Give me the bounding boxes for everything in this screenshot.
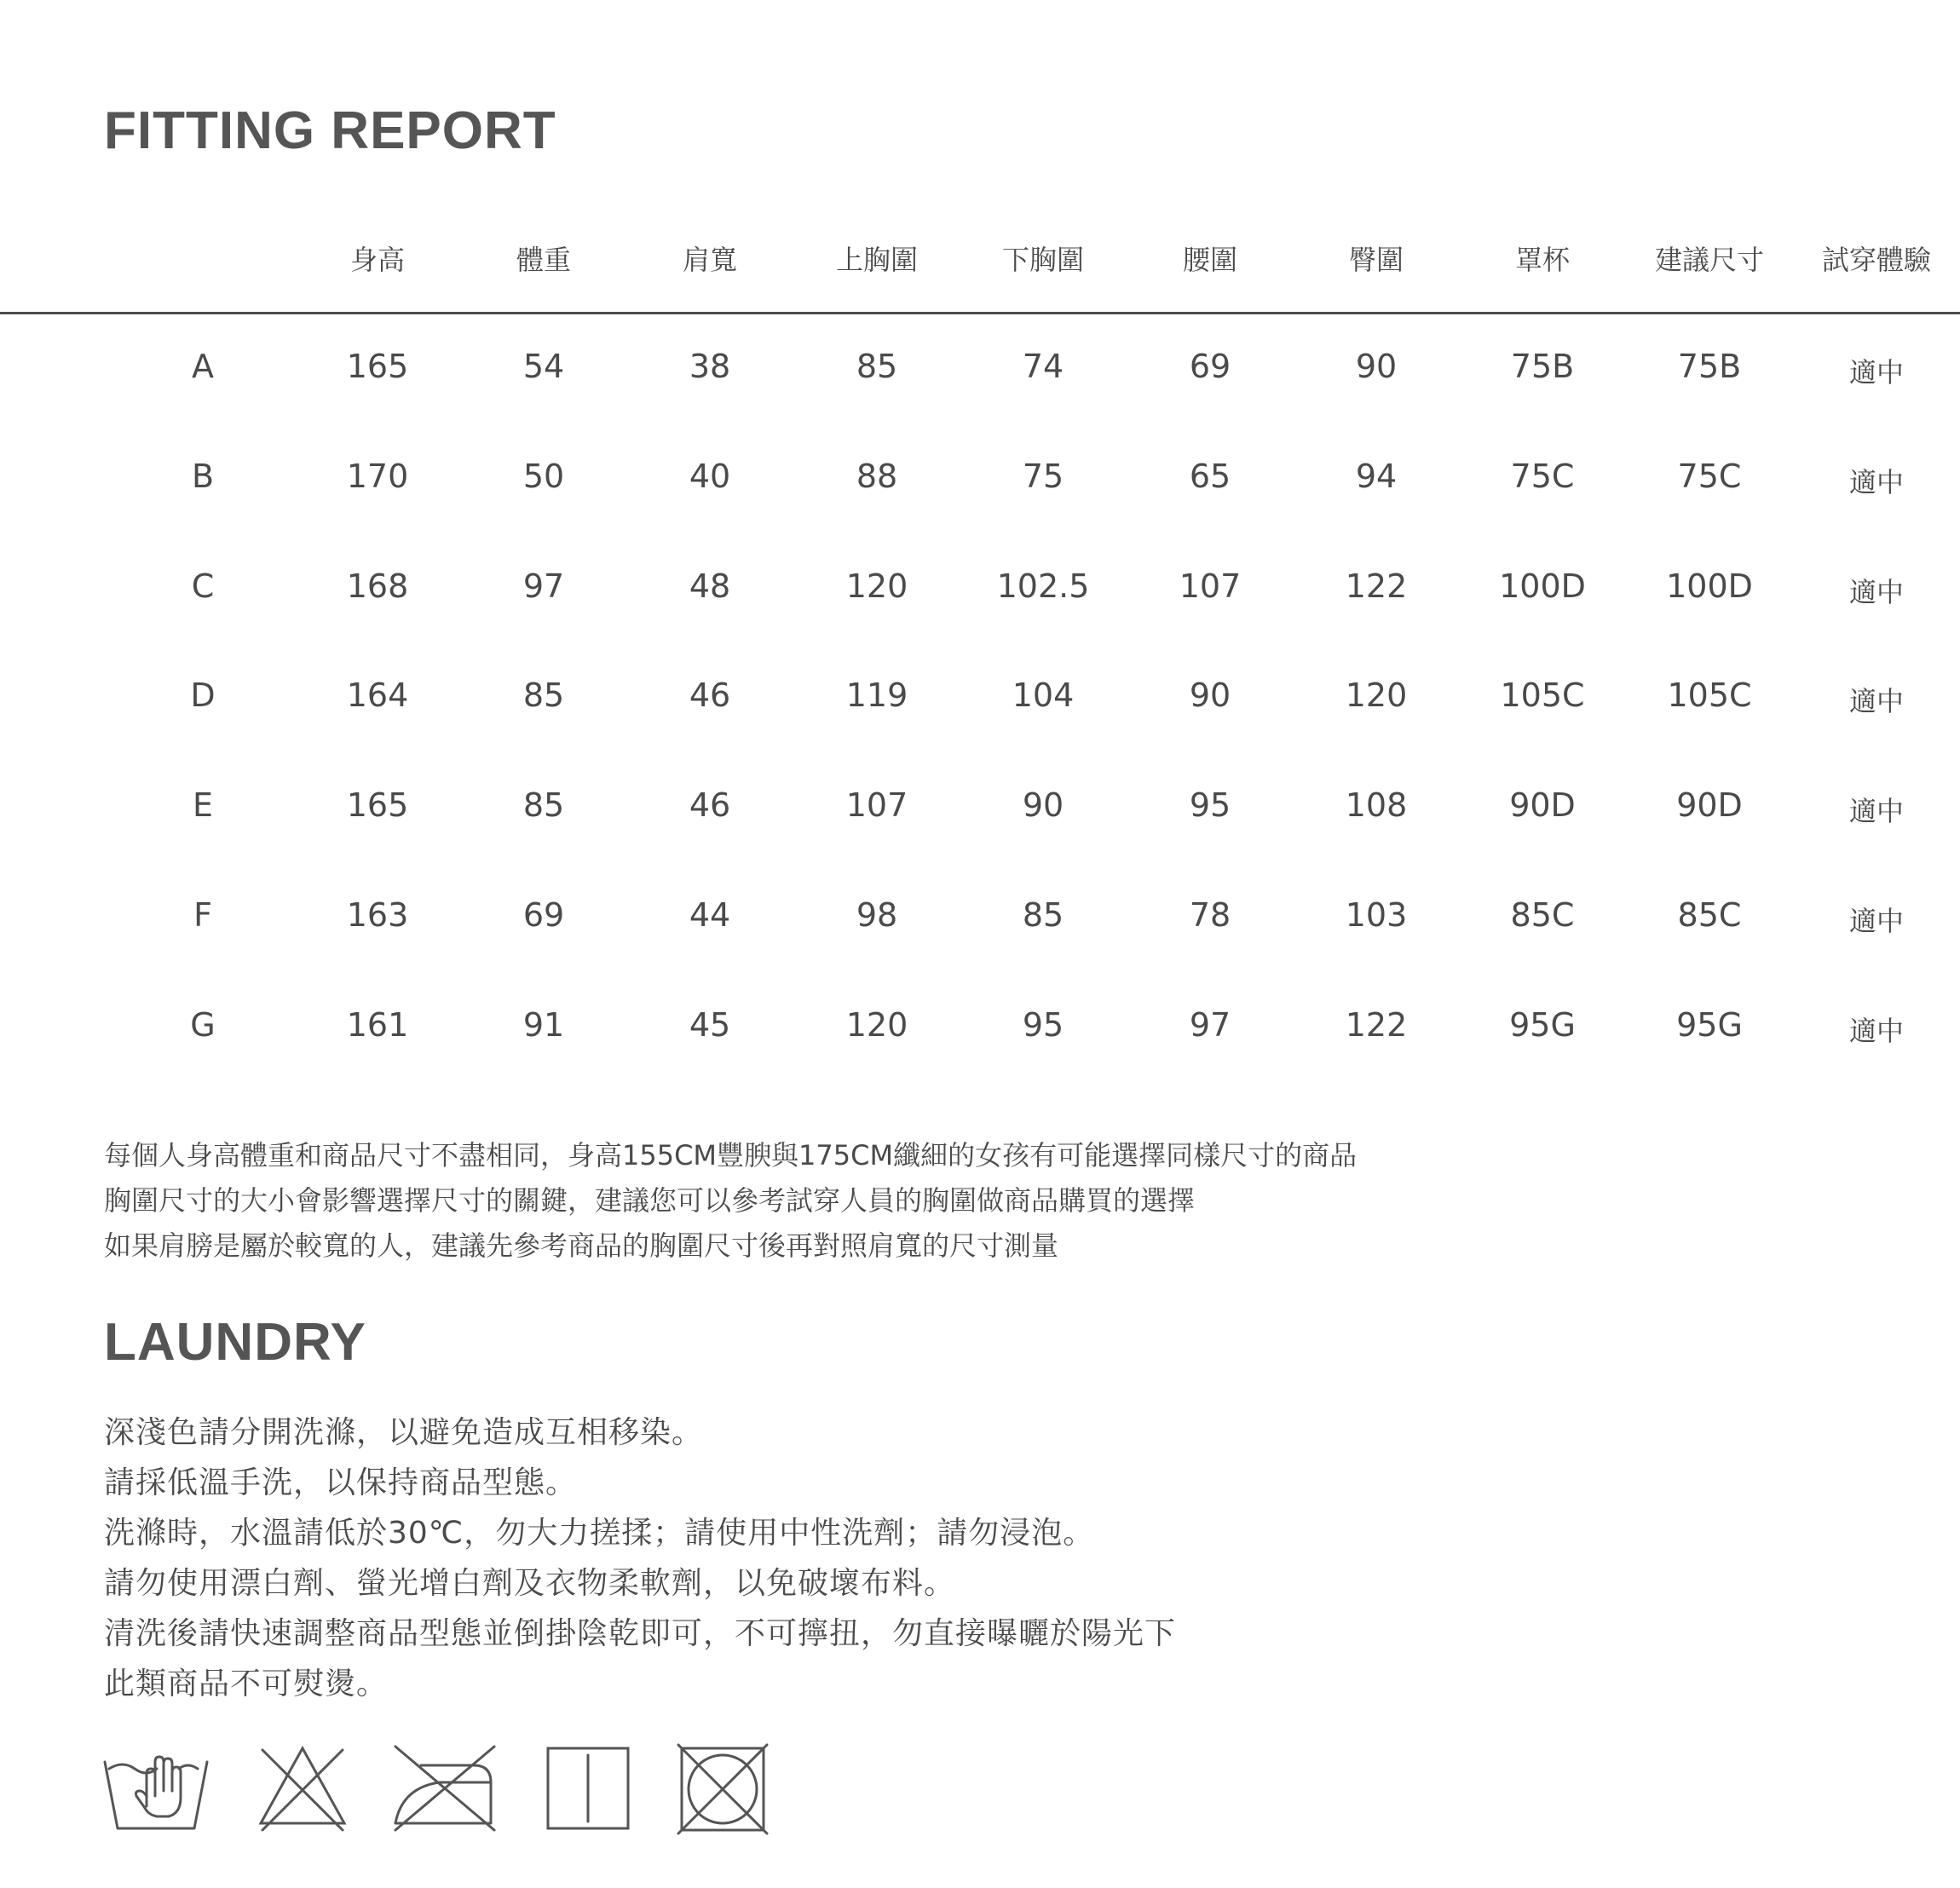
table-cell: 90D: [1509, 786, 1576, 824]
table-cell: 65: [1189, 458, 1231, 495]
column-header: 肩寬: [682, 244, 738, 276]
table-cell: 95: [1022, 1006, 1064, 1044]
table-cell: 85: [856, 348, 898, 385]
fitting-report-title: FITTING REPORT: [104, 101, 556, 160]
table-cell: 95G: [1509, 1006, 1576, 1044]
table-cell: 85: [522, 676, 565, 714]
table-cell: 45: [689, 1006, 731, 1044]
row-label: A: [192, 348, 214, 385]
table-cell: 163: [346, 896, 409, 934]
laundry-line: 深淺色請分開洗滌，以避免造成互相移染。: [104, 1415, 704, 1450]
table-cell: 100D: [1666, 567, 1753, 605]
table-cell: 69: [522, 896, 565, 934]
table-cell: 40: [689, 458, 731, 495]
column-header: 建議尺寸: [1654, 244, 1765, 276]
table-row: [0, 786, 1960, 829]
table-cell: 適中: [1848, 1015, 1905, 1047]
table-row: [0, 1006, 1960, 1049]
table-cell: 48: [689, 567, 731, 605]
table-cell: 75: [1022, 458, 1064, 495]
row-label: G: [190, 1006, 216, 1044]
table-cell: 120: [845, 1006, 908, 1044]
table-cell: 適中: [1848, 576, 1905, 608]
column-header: 下胸圍: [1001, 244, 1085, 276]
laundry-line: 請採低溫手洗，以保持商品型態。: [104, 1465, 578, 1500]
table-cell: 75B: [1677, 348, 1742, 385]
table-cell: 95G: [1676, 1006, 1743, 1044]
table-cell: 100D: [1499, 567, 1586, 605]
laundry-line: 清洗後請快速調整商品型態並倒掛陰乾即可，不可擰扭，勿直接曝曬於陽光下: [104, 1616, 1177, 1651]
column-header: 上胸圍: [835, 244, 919, 276]
table-cell: 50: [522, 458, 565, 495]
column-header: 罩杯: [1514, 244, 1571, 276]
table-row: [0, 458, 1960, 500]
note-line: 如果肩膀是屬於較寬的人，建議先參考商品的胸圍尺寸後再對照肩寬的尺寸測量: [104, 1229, 1059, 1262]
table-cell: 165: [346, 348, 409, 385]
table-cell: 88: [856, 458, 898, 495]
table-cell: 97: [522, 567, 565, 605]
table-header: [0, 239, 1960, 276]
table-cell: 107: [845, 786, 908, 824]
no-iron-icon: [392, 1743, 498, 1833]
table-cell: 103: [1345, 896, 1408, 934]
column-header: 試穿體驗: [1821, 244, 1932, 276]
fitting-notes: [104, 1133, 1357, 1269]
no-tumble-dry-icon: [677, 1743, 769, 1835]
table-cell: 120: [845, 567, 908, 605]
column-header: 體重: [516, 244, 572, 276]
table-cell: 102.5: [996, 567, 1090, 605]
line-dry-icon: [545, 1743, 631, 1833]
table-cell: 107: [1179, 567, 1242, 605]
table-cell: 95: [1189, 786, 1231, 824]
table-cell: 85: [1022, 896, 1064, 934]
table-cell: 164: [346, 676, 409, 714]
table-cell: 122: [1345, 1006, 1408, 1044]
table-cell: 168: [346, 567, 409, 605]
table-cell: 54: [522, 348, 565, 385]
column-header: 身高: [349, 244, 406, 276]
table-row: [0, 676, 1960, 719]
table-cell: 適中: [1848, 356, 1905, 389]
table-cell: 74: [1022, 348, 1064, 385]
table-cell: 120: [1345, 676, 1408, 714]
table-cell: 適中: [1848, 905, 1905, 937]
table-cell: 75C: [1510, 458, 1575, 495]
table-cell: 104: [1012, 676, 1075, 714]
table-cell: 119: [845, 676, 908, 714]
row-label: D: [190, 676, 216, 714]
table-cell: 69: [1189, 348, 1231, 385]
laundry-instructions: [104, 1407, 1176, 1709]
row-label: E: [192, 786, 214, 824]
table-cell: 94: [1355, 458, 1398, 495]
table-cell: 161: [346, 1006, 409, 1044]
table-cell: 97: [1189, 1006, 1231, 1044]
table-row: [0, 567, 1960, 610]
table-cell: 170: [346, 458, 409, 495]
table-row: [0, 348, 1960, 390]
table-cell: 75B: [1510, 348, 1575, 385]
table-cell: 90: [1189, 676, 1231, 714]
table-cell: 98: [856, 896, 898, 934]
table-cell: 85: [522, 786, 565, 824]
no-bleach-icon: [256, 1743, 349, 1833]
table-cell: 46: [689, 676, 731, 714]
table-cell: 91: [522, 1006, 565, 1044]
table-cell: 90: [1022, 786, 1064, 824]
table-cell: 44: [689, 896, 731, 934]
laundry-title: LAUNDRY: [104, 1313, 366, 1372]
row-label: C: [191, 567, 215, 605]
row-label: F: [193, 896, 212, 934]
table-cell: 105C: [1667, 676, 1752, 714]
table-cell: 38: [689, 348, 731, 385]
table-cell: 85C: [1677, 896, 1742, 934]
note-line: 每個人身高體重和商品尺寸不盡相同，身高155CM豐腴與175CM纖細的女孩有可能選擇同樣尺寸的商品: [104, 1139, 1358, 1171]
table-cell: 122: [1345, 567, 1408, 605]
row-label: B: [191, 458, 215, 495]
table-cell: 85C: [1510, 896, 1575, 934]
column-header: 臀圍: [1348, 244, 1404, 276]
table-cell: 108: [1345, 786, 1408, 824]
table-cell: 165: [346, 786, 409, 824]
table-cell: 90D: [1676, 786, 1743, 824]
table-cell: 46: [689, 786, 731, 824]
laundry-line: 請勿使用漂白劑、螢光增白劑及衣物柔軟劑，以免破壞布料。: [104, 1566, 956, 1601]
table-cell: 90: [1355, 348, 1398, 385]
table-cell: 適中: [1848, 685, 1905, 717]
table-cell: 78: [1189, 896, 1231, 934]
hand-wash-icon: [102, 1743, 210, 1833]
laundry-line: 洗滌時，水溫請低於30℃，勿大力搓揉；請使用中性洗劑；請勿浸泡。: [104, 1516, 1095, 1551]
table-row: [0, 896, 1960, 939]
table-cell: 105C: [1500, 676, 1585, 714]
table-header-divider: [0, 312, 1960, 314]
column-header: 腰圍: [1182, 244, 1238, 276]
laundry-line: 此類商品不可熨燙。: [104, 1666, 389, 1701]
table-cell: 適中: [1848, 795, 1905, 827]
note-line: 胸圍尺寸的大小會影響選擇尺寸的關鍵，建議您可以參考試穿人員的胸圍做商品購買的選擇: [104, 1184, 1196, 1217]
table-cell: 75C: [1677, 458, 1742, 495]
table-cell: 適中: [1848, 466, 1905, 498]
